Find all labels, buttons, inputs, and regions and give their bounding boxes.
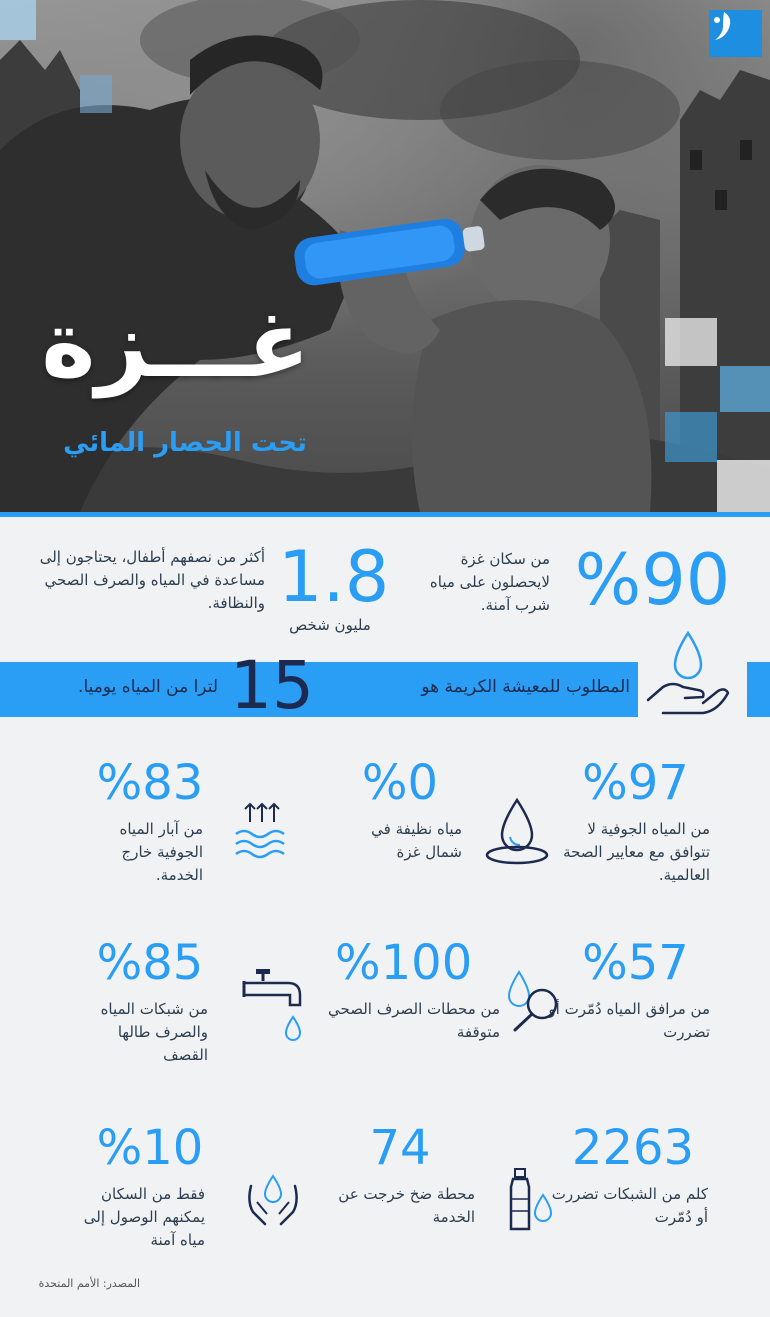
hand-drop-icon <box>643 625 733 725</box>
stat-value: %10 <box>96 1120 204 1176</box>
decor-square <box>80 75 112 113</box>
source-note: المصدر: الأمم المتحدة <box>38 1277 140 1290</box>
stat-value: %97 <box>582 755 689 811</box>
water-bottle-icon <box>505 1165 555 1235</box>
stat-text: كلم من الشبكات تضررت أو دُمّرت <box>551 1185 708 1226</box>
stat-text: من محطات الصرف الصحي متوقفة <box>328 1000 500 1041</box>
stat-text: من شبكات المياه والصرف طالها القصف <box>100 1000 208 1064</box>
stat-text: من مرافق المياه دُمّرت أو تضررت <box>548 1000 710 1041</box>
stat-value: %100 <box>335 935 473 991</box>
divider <box>0 512 770 517</box>
decor-square <box>717 460 770 512</box>
stat-value: 74 <box>369 1120 431 1176</box>
water-waves-arrows-icon <box>232 800 292 864</box>
stat-text: أكثر من نصفهم أطفال، يحتاجون إلى مساعدة في المياه والصرف الصحي والنظافة. <box>39 548 265 612</box>
band-text: المطلوب للمعيشة الكريمة هو <box>421 677 630 697</box>
stat-value: %85 <box>96 935 204 991</box>
decor-square <box>0 0 36 40</box>
hero-illustration <box>0 0 770 512</box>
stat-text: مياه نظيفة في شمال غزة <box>371 820 462 861</box>
page-title: غـــزة <box>41 291 310 398</box>
stat-value: %83 <box>96 755 204 811</box>
stat-text: فقط من السكان يمكنهم الوصول إلى مياه آمنة <box>83 1185 205 1249</box>
page-subtitle: تحت الحصار المائي <box>63 428 307 458</box>
stat-unit: مليون شخص <box>289 616 371 634</box>
stat-value: %0 <box>361 755 439 811</box>
stat-text: من المياه الجوفية لا تتوافق مع معايير الصحة العالمية. <box>563 820 710 884</box>
decor-square <box>720 366 770 412</box>
stat-text: من سكان غزة لايحصلون على مياه شرب آمنة. <box>429 550 550 614</box>
stat-value: 2263 <box>571 1120 695 1176</box>
stat-value: %90 <box>574 539 731 621</box>
aljazeera-logo <box>709 10 762 57</box>
stat-value: %57 <box>582 935 689 991</box>
water-drop-splash-icon <box>482 795 552 867</box>
decor-square <box>665 412 717 462</box>
band-number: 15 <box>230 647 314 724</box>
stat-text: من آبار المياه الجوفية خارج الخدمة. <box>119 820 203 884</box>
faucet-drop-icon <box>238 965 308 1045</box>
stat-text: محطة ضخ خرجت عن الخدمة <box>338 1185 475 1226</box>
band-end <box>747 662 770 717</box>
drop-magnifier-icon <box>505 968 565 1038</box>
hands-drop-icon <box>243 1172 303 1232</box>
band-text: لترا من المياه يوميا. <box>78 677 218 697</box>
logo-icon <box>709 10 739 44</box>
decor-square <box>665 318 717 366</box>
stat-value: 1.8 <box>278 536 390 618</box>
